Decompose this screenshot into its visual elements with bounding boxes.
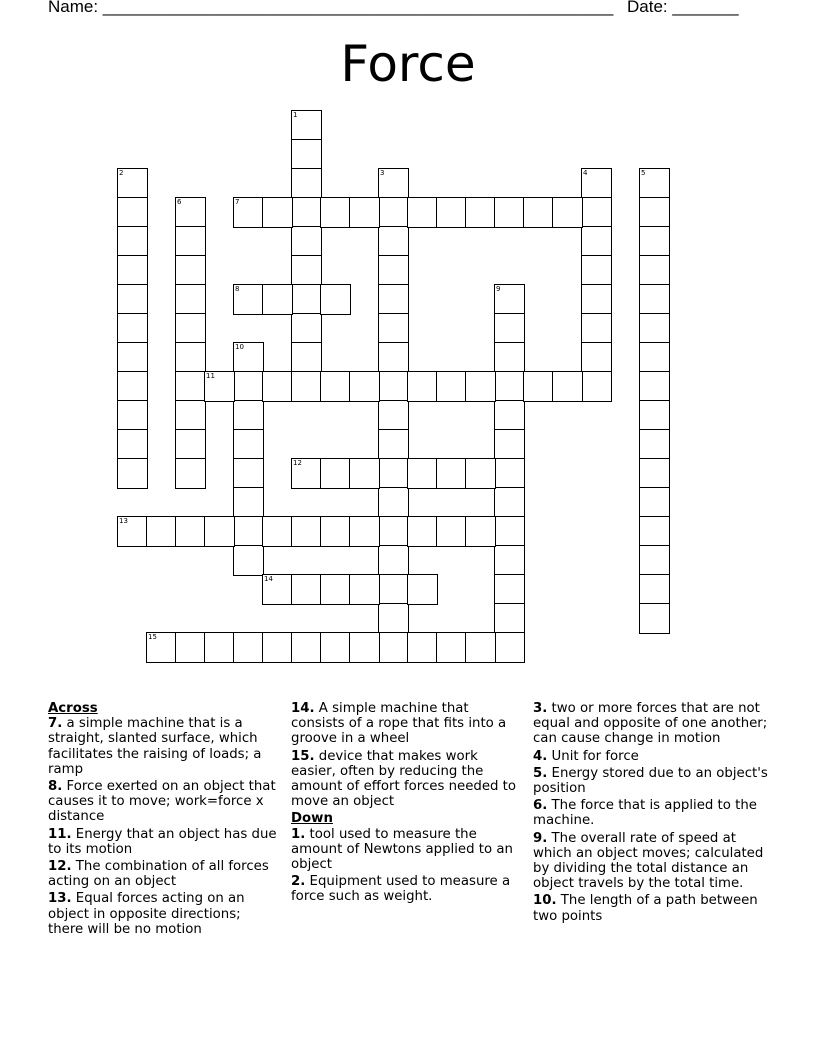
clues-column-1 bbox=[48, 701, 278, 939]
grid-cell[interactable] bbox=[291, 574, 322, 605]
grid-cell[interactable] bbox=[349, 197, 380, 228]
grid-cell[interactable] bbox=[581, 197, 612, 228]
clue-down-6: 6. The force that is applied to the machine. bbox=[533, 798, 757, 829]
grid-cell[interactable] bbox=[639, 429, 670, 460]
grid-cell[interactable] bbox=[233, 284, 264, 315]
clue-number: 5 bbox=[641, 169, 646, 177]
grid-cell[interactable] bbox=[552, 197, 583, 228]
grid-cell[interactable] bbox=[175, 284, 206, 315]
clue-number: 7 bbox=[235, 198, 240, 206]
clue-number: 15 bbox=[148, 633, 157, 641]
grid-cell[interactable] bbox=[204, 516, 235, 547]
grid-cell[interactable] bbox=[291, 284, 322, 315]
grid-cell[interactable] bbox=[639, 603, 670, 634]
grid-cell[interactable] bbox=[175, 342, 206, 373]
name-field-label: Name: ______________________________________________________ bbox=[48, 0, 614, 16]
clues-column-2 bbox=[291, 701, 523, 907]
grid-cell[interactable] bbox=[117, 284, 148, 315]
grid-cell[interactable] bbox=[175, 313, 206, 344]
grid-cell[interactable] bbox=[117, 168, 148, 199]
grid-cell[interactable] bbox=[581, 371, 612, 402]
clue-number: 4 bbox=[583, 169, 588, 177]
grid-cell[interactable] bbox=[494, 429, 525, 460]
grid-cell[interactable] bbox=[262, 516, 293, 547]
grid-cell[interactable] bbox=[581, 226, 612, 257]
grid-cell[interactable] bbox=[117, 313, 148, 344]
grid-cell[interactable] bbox=[146, 632, 177, 663]
grid-cell[interactable] bbox=[175, 516, 206, 547]
across-heading: Across bbox=[48, 701, 98, 716]
grid-cell[interactable] bbox=[378, 342, 409, 373]
grid-cell[interactable] bbox=[407, 574, 438, 605]
grid-cell[interactable] bbox=[349, 458, 380, 489]
grid-cell[interactable] bbox=[639, 371, 670, 402]
clue-number: 13 bbox=[119, 517, 128, 525]
grid-cell[interactable] bbox=[494, 632, 525, 663]
grid-cell[interactable] bbox=[291, 313, 322, 344]
clue-number: 3 bbox=[380, 169, 385, 177]
clue-across-13: 13. Equal forces acting on an object in opposite directions; there will be no motion bbox=[48, 891, 245, 937]
grid-cell[interactable] bbox=[320, 371, 351, 402]
grid-cell[interactable] bbox=[291, 168, 322, 199]
grid-cell[interactable] bbox=[465, 632, 496, 663]
date-field-label: Date: _______ bbox=[627, 0, 739, 16]
grid-cell[interactable] bbox=[233, 516, 264, 547]
clue-number: 9 bbox=[496, 285, 501, 293]
grid-cell[interactable] bbox=[378, 168, 409, 199]
grid-cell[interactable] bbox=[262, 574, 293, 605]
grid-cell[interactable] bbox=[233, 458, 264, 489]
grid-cell[interactable] bbox=[378, 284, 409, 315]
grid-cell[interactable] bbox=[523, 197, 554, 228]
clue-down-2: 2. Equipment used to measure a force such as weight. bbox=[291, 874, 511, 905]
grid-cell[interactable] bbox=[436, 516, 467, 547]
clue-number: 12 bbox=[293, 459, 302, 467]
grid-cell[interactable] bbox=[494, 545, 525, 576]
page-title: Force bbox=[340, 35, 476, 93]
grid-cell[interactable] bbox=[494, 574, 525, 605]
grid-cell[interactable] bbox=[233, 197, 264, 228]
grid-cell[interactable] bbox=[494, 603, 525, 634]
grid-cell[interactable] bbox=[291, 342, 322, 373]
grid-cell[interactable] bbox=[175, 197, 206, 228]
clue-down-1: 1. tool used to measure the amount of Newtons applied to an object bbox=[291, 826, 513, 873]
grid-cell[interactable] bbox=[117, 197, 148, 228]
grid-cell[interactable] bbox=[581, 342, 612, 373]
grid-cell[interactable] bbox=[378, 371, 409, 402]
grid-cell[interactable] bbox=[581, 168, 612, 199]
grid-cell[interactable] bbox=[639, 545, 670, 576]
grid-cell[interactable] bbox=[291, 197, 322, 228]
clue-number: 10 bbox=[235, 343, 244, 351]
grid-cell[interactable] bbox=[639, 400, 670, 431]
grid-cell[interactable] bbox=[639, 313, 670, 344]
grid-cell[interactable] bbox=[378, 255, 409, 286]
grid-cell[interactable] bbox=[204, 632, 235, 663]
down-heading: Down bbox=[291, 811, 333, 827]
grid-cell[interactable] bbox=[407, 632, 438, 663]
grid-cell[interactable] bbox=[436, 632, 467, 663]
grid-cell[interactable] bbox=[639, 342, 670, 373]
clue-across-11: 11. Energy that an object has due to its motion bbox=[48, 826, 277, 857]
grid-cell[interactable] bbox=[117, 429, 148, 460]
grid-cell[interactable] bbox=[436, 458, 467, 489]
grid-cell[interactable] bbox=[378, 574, 409, 605]
grid-cell[interactable] bbox=[378, 603, 409, 634]
grid-cell[interactable] bbox=[117, 516, 148, 547]
grid-cell[interactable] bbox=[291, 458, 322, 489]
grid-cell[interactable] bbox=[320, 458, 351, 489]
grid-cell[interactable] bbox=[233, 429, 264, 460]
grid-cell[interactable] bbox=[639, 458, 670, 489]
grid-cell[interactable] bbox=[407, 516, 438, 547]
grid-cell[interactable] bbox=[262, 197, 293, 228]
grid-cell[interactable] bbox=[378, 632, 409, 663]
grid-cell[interactable] bbox=[262, 284, 293, 315]
clue-down-5: 5. Energy stored due to an object's position bbox=[533, 765, 768, 797]
grid-cell[interactable] bbox=[552, 371, 583, 402]
grid-cell[interactable] bbox=[117, 255, 148, 286]
grid-cell[interactable] bbox=[465, 371, 496, 402]
grid-cell[interactable] bbox=[233, 400, 264, 431]
grid-cell[interactable] bbox=[175, 632, 206, 663]
grid-cell[interactable] bbox=[523, 371, 554, 402]
grid-cell[interactable] bbox=[639, 516, 670, 547]
grid-cell[interactable] bbox=[465, 516, 496, 547]
grid-cell[interactable] bbox=[494, 400, 525, 431]
grid-cell[interactable] bbox=[117, 371, 148, 402]
grid-cell[interactable] bbox=[291, 110, 322, 141]
grid-cell[interactable] bbox=[320, 197, 351, 228]
grid-cell[interactable] bbox=[581, 313, 612, 344]
clue-across-7: 7. a simple machine that is a straight, slanted surface, which facilitates the raising of loads; a ramp bbox=[48, 716, 262, 777]
clue-down-10: 10. The length of a path between two points bbox=[533, 893, 758, 924]
clue-across-14: 14. A simple machine that consists of a rope that fits into a groove in a wheel bbox=[291, 701, 507, 747]
grid-cell[interactable] bbox=[639, 226, 670, 257]
grid-cell[interactable] bbox=[494, 458, 525, 489]
grid-cell[interactable] bbox=[117, 342, 148, 373]
grid-cell[interactable] bbox=[291, 139, 322, 170]
grid-cell[interactable] bbox=[465, 458, 496, 489]
clue-number: 14 bbox=[264, 575, 273, 583]
grid-cell[interactable] bbox=[378, 458, 409, 489]
grid-cell[interactable] bbox=[291, 371, 322, 402]
grid-cell[interactable] bbox=[233, 487, 264, 518]
grid-cell[interactable] bbox=[639, 284, 670, 315]
clue-number: 1 bbox=[293, 111, 298, 119]
grid-cell[interactable] bbox=[320, 574, 351, 605]
grid-cell[interactable] bbox=[320, 516, 351, 547]
grid-cell[interactable] bbox=[378, 226, 409, 257]
grid-cell[interactable] bbox=[407, 458, 438, 489]
grid-cell[interactable] bbox=[494, 371, 525, 402]
clue-across-8: 8. Force exerted on an object that causes it to move; work=force x distance bbox=[48, 779, 276, 825]
grid-cell[interactable] bbox=[175, 371, 206, 402]
grid-cell[interactable] bbox=[581, 255, 612, 286]
grid-cell[interactable] bbox=[378, 313, 409, 344]
grid-cell[interactable] bbox=[233, 371, 264, 402]
grid-cell[interactable] bbox=[407, 371, 438, 402]
grid-cell[interactable] bbox=[436, 371, 467, 402]
grid-cell[interactable] bbox=[204, 371, 235, 402]
clue-number: 11 bbox=[206, 372, 215, 380]
clue-down-4: 4. Unit for force bbox=[533, 748, 639, 764]
grid-cell[interactable] bbox=[320, 284, 351, 315]
grid-cell[interactable] bbox=[378, 400, 409, 431]
grid-cell[interactable] bbox=[639, 574, 670, 605]
clue-down-9: 9. The overall rate of speed at which an object moves; calculated by dividing the total distance an object travels by the total time. bbox=[533, 830, 764, 892]
grid-cell[interactable] bbox=[494, 487, 525, 518]
grid-cell[interactable] bbox=[639, 255, 670, 286]
grid-cell[interactable] bbox=[175, 429, 206, 460]
clue-down-3: 3. two or more forces that are not equal and opposite of one another; can cause change in motion bbox=[533, 701, 768, 747]
grid-cell[interactable] bbox=[494, 313, 525, 344]
grid-cell[interactable] bbox=[291, 226, 322, 257]
grid-cell[interactable] bbox=[494, 197, 525, 228]
grid-cell[interactable] bbox=[639, 197, 670, 228]
clue-across-15: 15. device that makes work easier, often by reducing the amount of effort forces needed to move an object bbox=[291, 748, 517, 810]
grid-cell[interactable] bbox=[175, 226, 206, 257]
grid-cell[interactable] bbox=[291, 516, 322, 547]
grid-cell[interactable] bbox=[436, 197, 467, 228]
grid-cell[interactable] bbox=[233, 632, 264, 663]
grid-cell[interactable] bbox=[320, 632, 351, 663]
grid-cell[interactable] bbox=[581, 284, 612, 315]
grid-cell[interactable] bbox=[262, 632, 293, 663]
grid-cell[interactable] bbox=[175, 255, 206, 286]
clue-across-12: 12. The combination of all forces acting on an object bbox=[48, 859, 269, 890]
grid-cell[interactable] bbox=[117, 226, 148, 257]
grid-cell[interactable] bbox=[349, 574, 380, 605]
grid-cell[interactable] bbox=[291, 632, 322, 663]
clues-column-3 bbox=[533, 701, 768, 926]
grid-cell[interactable] bbox=[494, 284, 525, 315]
grid-cell[interactable] bbox=[175, 400, 206, 431]
grid-cell[interactable] bbox=[349, 371, 380, 402]
clue-number: 2 bbox=[119, 169, 124, 177]
grid-cell[interactable] bbox=[291, 255, 322, 286]
grid-cell[interactable] bbox=[494, 342, 525, 373]
grid-cell[interactable] bbox=[465, 197, 496, 228]
grid-cell[interactable] bbox=[639, 168, 670, 199]
grid-cell[interactable] bbox=[378, 487, 409, 518]
clue-number: 8 bbox=[235, 285, 240, 293]
grid-cell[interactable] bbox=[175, 458, 206, 489]
grid-cell[interactable] bbox=[378, 197, 409, 228]
grid-cell[interactable] bbox=[407, 197, 438, 228]
grid-cell[interactable] bbox=[233, 545, 264, 576]
clue-number: 6 bbox=[177, 198, 182, 206]
grid-cell[interactable] bbox=[349, 516, 380, 547]
grid-cell[interactable] bbox=[349, 632, 380, 663]
grid-cell[interactable] bbox=[378, 545, 409, 576]
grid-cell[interactable] bbox=[378, 516, 409, 547]
grid-cell[interactable] bbox=[494, 516, 525, 547]
grid-cell[interactable] bbox=[117, 458, 148, 489]
grid-cell[interactable] bbox=[378, 429, 409, 460]
grid-cell[interactable] bbox=[639, 487, 670, 518]
grid-cell[interactable] bbox=[117, 400, 148, 431]
grid-cell[interactable] bbox=[146, 516, 177, 547]
grid-cell[interactable] bbox=[262, 371, 293, 402]
grid-cell[interactable] bbox=[233, 342, 264, 373]
